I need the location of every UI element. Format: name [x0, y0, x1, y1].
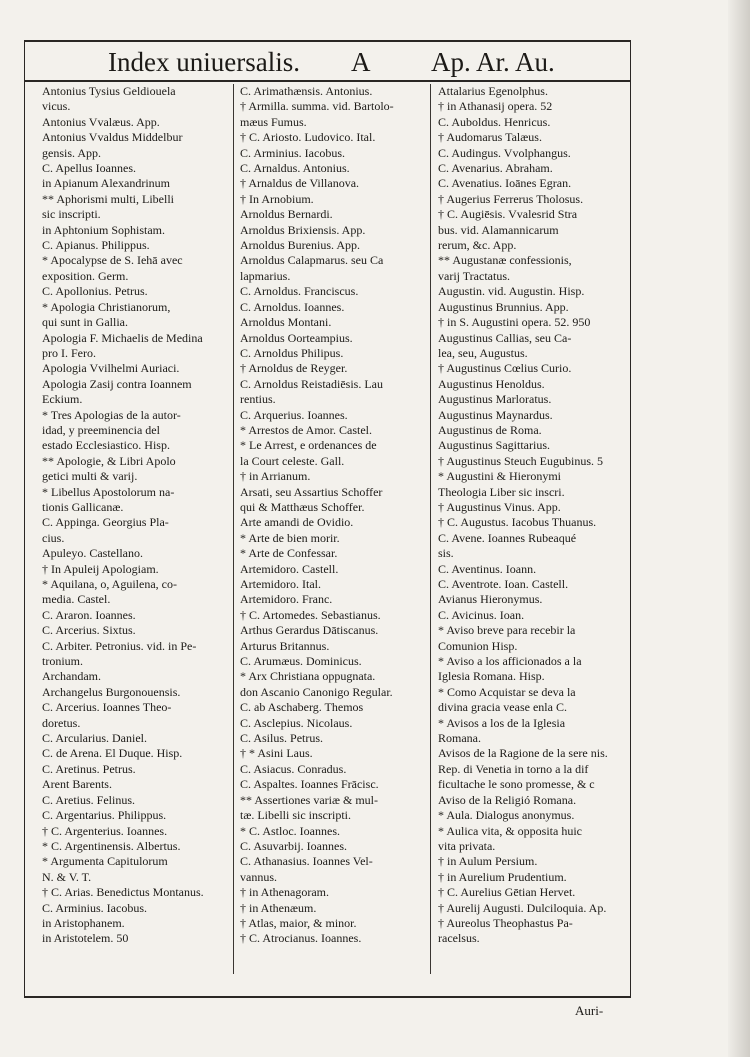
index-entry: C. Aretius. Felinus.: [42, 792, 136, 807]
running-header: [26, 44, 629, 80]
index-entry: † Aurelij Augusti. Dulciloquia. Ap.: [438, 900, 607, 915]
index-entry: Augustinus Sagittarius.: [438, 438, 551, 453]
index-entry: C. Auboldus. Henricus.: [438, 114, 551, 129]
index-entry: C. Arumæus. Dominicus.: [240, 654, 362, 669]
index-entry: * Apologia Christianorum,: [42, 299, 171, 314]
index-entry: * Augustini & Hieronymi: [438, 469, 561, 484]
index-entry: Arthus Gerardus Dātiscanus.: [240, 623, 379, 638]
index-entry: rentius.: [240, 392, 276, 407]
page-edge-shadow: [728, 0, 750, 1057]
index-entry: C. Aspaltes. Ioannes Frācisc.: [240, 777, 379, 792]
index-entry: C. Appinga. Georgius Pla-: [42, 515, 169, 530]
top-rule: [24, 40, 631, 42]
index-entry: Comunion Hisp.: [438, 638, 518, 653]
index-entry: C. Athanasius. Ioannes Vel-: [240, 854, 373, 869]
index-entry: idad, y preeminencia del: [42, 422, 160, 437]
index-entry: Arsati, seu Assartius Schoffer: [240, 484, 383, 499]
index-entry: C. Arquerius. Ioannes.: [240, 407, 348, 422]
index-entry: † In Arnobium.: [240, 191, 314, 206]
index-entry: Arnoldus Montani.: [240, 315, 332, 330]
index-entry: * Arrestos de Amor. Castel.: [240, 422, 372, 437]
index-entry: C. Asclepius. Nicolaus.: [240, 715, 353, 730]
index-entry: in Aphtonium Sophistam.: [42, 222, 166, 237]
index-entry: Aviso de la Religió Romana.: [438, 792, 577, 807]
index-entry: † Augustinus Steuch Eugubinus. 5: [438, 453, 604, 468]
index-entry: exposition. Germ.: [42, 268, 129, 283]
index-entry: N. & V. T.: [42, 869, 92, 884]
index-entry: Avisos de la Ragione de la sere nis.: [438, 746, 608, 761]
index-entry: * Avisos a los de la Iglesia: [438, 715, 566, 730]
index-entry: C. Avenatius. Ioānes Egran.: [438, 176, 572, 191]
index-entry: sic inscripti.: [42, 207, 101, 222]
index-entry: Antonius Vvaldus Middelbur: [42, 130, 183, 145]
index-entry: sis.: [438, 546, 454, 561]
index-entry: qui & Matthæus Schoffer.: [240, 499, 365, 514]
index-entry: lea, seu, Augustus.: [438, 345, 528, 360]
index-entry: tionis Gallicanæ.: [42, 499, 124, 514]
index-entry: gensis. App.: [42, 145, 102, 160]
index-entry: C. Arcerius. Ioannes Theo-: [42, 700, 172, 715]
index-entry: Augustinus Marloratus.: [438, 392, 552, 407]
index-column-2: [240, 84, 418, 992]
index-entry: * C. Argentinensis. Albertus.: [42, 838, 181, 853]
index-entry: in Apianum Alexandrinum: [42, 176, 170, 191]
index-entry: Apologia Vvilhelmi Auriaci.: [42, 361, 180, 376]
index-entry: Augustinus Henoldus.: [438, 376, 545, 391]
index-entry: C. Avene. Ioannes Rubeaqué: [438, 530, 577, 545]
index-entry: Attalarius Egenolphus.: [438, 84, 548, 98]
index-entry: C. Aventinus. Ioann.: [438, 561, 537, 576]
index-entry: C. Arminius. Iacobus.: [42, 900, 147, 915]
index-entry: Iglesia Romana. Hisp.: [438, 669, 545, 684]
index-entry: Theologia Liber sic inscri.: [438, 484, 565, 499]
index-entry: bus. vid. Alamannicarum: [438, 222, 559, 237]
index-entry: † in Aulum Persium.: [438, 854, 538, 869]
index-entry: * Argumenta Capitulorum: [42, 854, 168, 869]
index-entry: Arnoldus Bernardi.: [240, 207, 333, 222]
index-entry: Rep. di Venetia in torno a la dif: [438, 761, 589, 776]
index-entry: Eckium.: [42, 392, 83, 407]
index-entry: Artemidoro. Castell.: [240, 561, 339, 576]
index-entry: C. Avenarius. Abraham.: [438, 161, 553, 176]
index-entry: divina gracia vease enla C.: [438, 700, 567, 715]
index-entry: varij Tractatus.: [438, 268, 510, 283]
index-entry: * Aviso breve para recebir la: [438, 623, 576, 638]
index-entry: Archangelus Burgonouensis.: [42, 684, 181, 699]
index-entry: C. Asilus. Petrus.: [240, 731, 324, 746]
index-entry: Augustin. vid. Augustin. Hisp.: [438, 284, 585, 299]
index-entry: C. Arbiter. Petronius. vid. in Pe-: [42, 638, 197, 653]
index-entry: Arnoldus Brixiensis. App.: [240, 222, 366, 237]
index-entry: * Tres Apologias de la autor-: [42, 407, 181, 422]
index-entry: getici multi & varij.: [42, 469, 138, 484]
index-entry: C. Asiacus. Conradus.: [240, 761, 347, 776]
index-entry: Arnoldus Calapmarus. seu Ca: [240, 253, 384, 268]
index-entry: † in Athanasij opera. 52: [438, 99, 553, 114]
index-entry: † C. Ariosto. Ludovico. Ital.: [240, 130, 376, 145]
index-entry: C. Apollonius. Petrus.: [42, 284, 148, 299]
index-entry: † C. Arias. Benedictus Montanus.: [42, 885, 204, 900]
index-entry: Augustinus Maynardus.: [438, 407, 553, 422]
index-entry: Arte amandi de Ovidio.: [240, 515, 354, 530]
index-entry: don Ascanio Canonigo Regular.: [240, 684, 393, 699]
index-entry: † in S. Augustini opera. 52. 950: [438, 315, 591, 330]
index-entry: C. Audingus. Vvolphangus.: [438, 145, 571, 160]
catchword: Auri-: [575, 1003, 604, 1018]
index-entry: cius.: [42, 530, 65, 545]
index-entry: Apologia Zasij contra Ioannem: [42, 376, 192, 391]
index-entry: † Arnoldus de Reyger.: [240, 361, 348, 376]
index-entry: in Aristophanem.: [42, 915, 125, 930]
index-entry: rerum, &c. App.: [438, 238, 517, 253]
header-rule: [24, 80, 631, 82]
index-entry: † in Athenagoram.: [240, 885, 329, 900]
index-entry: † C. Atrocianus. Ioannes.: [240, 931, 362, 946]
index-entry: Avianus Hieronymus.: [438, 592, 543, 607]
index-entry: * Apocalypse de S. Iehā avec: [42, 253, 183, 268]
index-entry: † C. Argenterius. Ioannes.: [42, 823, 168, 838]
index-entry: C. Apianus. Philippus.: [42, 238, 150, 253]
index-entry: * Libellus Apostolorum na-: [42, 484, 175, 499]
header-letter: A: [351, 47, 371, 77]
index-entry: Archandam.: [42, 669, 101, 684]
index-entry: C. Arnoldus. Ioannes.: [240, 299, 345, 314]
index-entry: † in Arrianum.: [240, 469, 311, 484]
index-entry: C. Arnoldus Reistadiēsis. Lau: [240, 376, 383, 391]
index-entry: † in Athenæum.: [240, 900, 317, 915]
index-column-3: [438, 84, 616, 992]
index-entry: C. Aretinus. Petrus.: [42, 761, 136, 776]
index-entry: C. Apellus Ioannes.: [42, 161, 136, 176]
index-entry: ** Apologie, & Libri Apolo: [42, 453, 176, 468]
index-entry: vannus.: [240, 869, 277, 884]
index-entry: Romana.: [438, 731, 481, 746]
index-entry: † In Apuleij Apologiam.: [42, 561, 159, 576]
index-entry: Apologia F. Michaelis de Medina: [42, 330, 203, 345]
index-entry: Arnoldus Oorteampius.: [240, 330, 353, 345]
index-column-1: [42, 84, 220, 992]
index-entry: * Le Arrest, e ordenances de: [240, 438, 377, 453]
index-entry: C. Aventrote. Ioan. Castell.: [438, 577, 569, 591]
index-entry: Augustinus de Roma.: [438, 422, 542, 437]
index-entry: tæ. Libelli sic inscripti.: [240, 808, 351, 823]
index-entry: * Aula. Dialogus anonymus.: [438, 808, 575, 823]
index-entry: C. ab Aschaberg. Themos: [240, 700, 364, 715]
index-entry: C. Arminius. Iacobus.: [240, 145, 345, 160]
index-entry: C. Arnoldus. Franciscus.: [240, 284, 359, 299]
index-entry: † C. Artomedes. Sebastianus.: [240, 607, 381, 622]
index-entry: vicus.: [42, 99, 71, 114]
index-entry: * Arx Christiana oppugnata.: [240, 669, 376, 684]
index-entry: C. Asuvarbij. Ioannes.: [240, 838, 347, 853]
index-entry: in Aristotelem. 50: [42, 931, 129, 946]
index-entry: † Arnaldus de Villanova.: [240, 176, 360, 191]
index-entry: † Armilla. summa. vid. Bartolo-: [240, 99, 394, 114]
index-entry: tronium.: [42, 654, 83, 669]
index-entry: * C. Astloc. Ioannes.: [240, 823, 340, 838]
index-entry: * Arte de bien morir.: [240, 530, 340, 545]
index-entry: C. Avicinus. Ioan.: [438, 607, 525, 622]
index-entry: Antonius Vvalæus. App.: [42, 114, 160, 129]
index-entry: C. Arcularius. Daniel.: [42, 731, 147, 746]
index-entry: C. Argentarius. Philippus.: [42, 808, 167, 823]
index-entry: * Arte de Confessar.: [240, 546, 338, 561]
index-entry: † C. Aurelius Gētian Hervet.: [438, 885, 576, 900]
index-entry: † C. Augiēsis. Vvalesrid Stra: [438, 207, 578, 222]
index-entry: qui sunt in Gallia.: [42, 315, 128, 330]
index-entry: ** Assertiones variæ & mul-: [240, 792, 378, 807]
index-entry: Arnoldus Burenius. App.: [240, 238, 360, 253]
index-entry: racelsus.: [438, 931, 480, 946]
index-entry: * Aviso a los afficionados a la: [438, 654, 582, 669]
index-entry: † Augerius Ferrerus Tholosus.: [438, 191, 584, 206]
index-entry: Augustinus Callias, seu Ca-: [438, 330, 572, 345]
index-entry: † in Aurelium Prudentium.: [438, 869, 567, 884]
index-entry: lapmarius.: [240, 268, 291, 283]
column-divider-2: [430, 84, 431, 974]
index-entry: Arent Barents.: [42, 777, 112, 792]
index-entry: ficultache le sono promesse, & c: [438, 777, 595, 792]
index-entry: Artemidoro. Franc.: [240, 592, 333, 607]
header-title: Index uniuersalis.: [108, 47, 300, 77]
index-entry: C. de Arena. El Duque. Hisp.: [42, 746, 183, 761]
index-entry: pro I. Fero.: [42, 345, 96, 360]
header-range: Ap. Ar. Au.: [431, 47, 555, 77]
index-entry: ** Augustanæ confessionis,: [438, 253, 572, 268]
index-entry: Arturus Britannus.: [240, 638, 330, 653]
index-entry: mæus Fumus.: [240, 114, 307, 129]
index-entry: C. Arimathænsis. Antonius.: [240, 84, 373, 98]
index-entry: vita privata.: [438, 838, 496, 853]
index-entry: * Como Acquistar se deva la: [438, 684, 576, 699]
index-entry: † C. Augustus. Iacobus Thuanus.: [438, 515, 597, 530]
index-entry: † Aureolus Theophastus Pa-: [438, 915, 573, 930]
index-entry: † Augustinus Cœlius Curio.: [438, 361, 572, 376]
index-entry: ** Aphorismi multi, Libelli: [42, 191, 174, 206]
index-entry: media. Castel.: [42, 592, 111, 607]
index-entry: Artemidoro. Ital.: [240, 577, 321, 591]
index-entry: † Atlas, maior, & minor.: [240, 915, 357, 930]
index-entry: Augustinus Brunnius. App.: [438, 299, 569, 314]
index-entry: C. Arcerius. Sixtus.: [42, 623, 136, 638]
bottom-rule: [24, 996, 631, 998]
index-entry: la Court celeste. Gall.: [240, 453, 345, 468]
index-entry: doretus.: [42, 715, 81, 730]
index-entry: † Augustinus Vinus. App.: [438, 499, 561, 514]
index-entry: estado Ecclesiastico. Hisp.: [42, 438, 170, 453]
index-entry: C. Araron. Ioannes.: [42, 607, 136, 622]
index-entry: Antonius Tysius Geldiouela: [42, 84, 176, 98]
index-entry: C. Arnoldus Philipus.: [240, 345, 344, 360]
index-entry: * Aquilana, o, Aguilena, co-: [42, 577, 177, 591]
index-entry: C. Arnaldus. Antonius.: [240, 161, 350, 176]
index-entry: † * Asini Laus.: [240, 746, 313, 761]
column-divider-1: [233, 84, 234, 974]
index-entry: Apuleyo. Castellano.: [42, 546, 143, 561]
index-entry: † Audomarus Talæus.: [438, 130, 542, 145]
index-entry: * Aulica vita, & opposita huic: [438, 823, 582, 838]
